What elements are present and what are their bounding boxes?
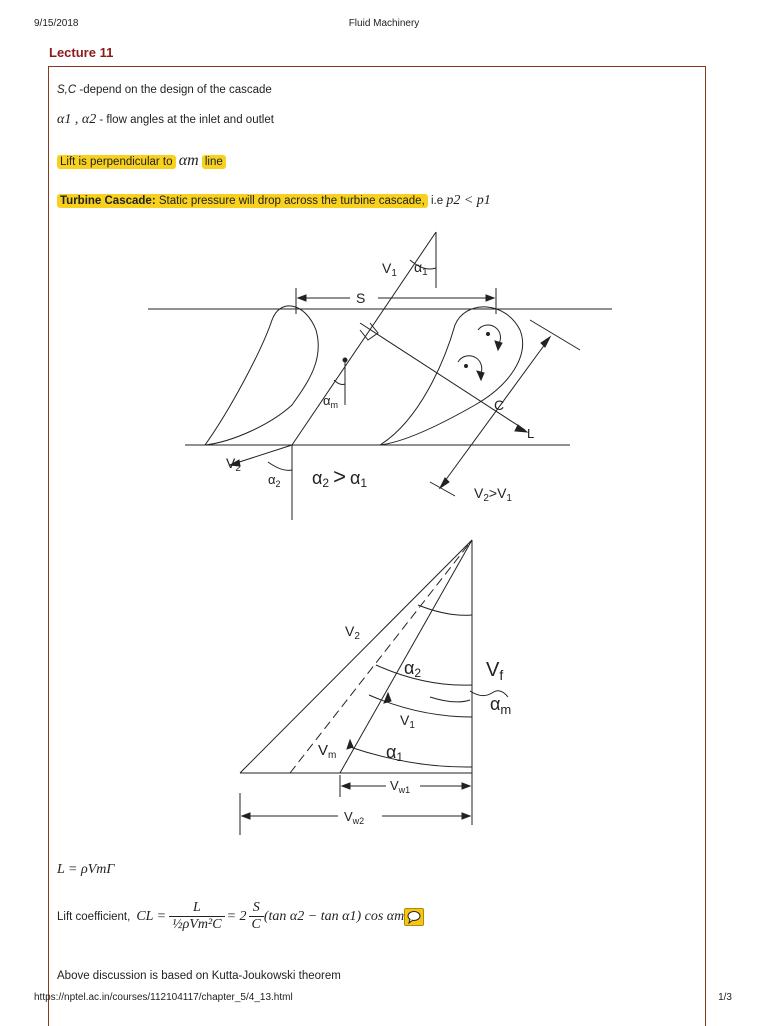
flow-angles-line	[57, 112, 274, 128]
fig2-alpha1-sub: 1	[396, 750, 404, 764]
fig1-alpha1-sub: 1	[422, 267, 428, 278]
fig1-relation-gt: >	[333, 464, 346, 489]
fig1-relation-a1-sub: 1	[360, 476, 368, 490]
lift-coefficient-label: Lift coefficient,	[57, 910, 131, 923]
fig2-vf-sub: f	[499, 667, 504, 683]
fig1-alpha2-sub: 2	[275, 479, 281, 489]
lift-formula	[57, 862, 114, 878]
svg-text:V2>V1	[474, 485, 512, 504]
fig1-c-label: C	[494, 397, 505, 413]
svg-text:V2	[345, 623, 360, 642]
fig1-relation-a2-sub: 2	[322, 476, 330, 490]
lift-perpendicular-line	[57, 152, 226, 170]
fig1-s-label: S	[356, 290, 366, 306]
svg-text:α2	[268, 472, 281, 489]
svg-text:α1	[386, 742, 403, 764]
print-date: 9/15/2018	[34, 18, 79, 29]
svg-text:Vf	[486, 659, 503, 683]
footer-page-number: 1/3	[718, 992, 732, 1003]
fig2-vw1-label: V	[390, 778, 399, 793]
svg-text:V1	[382, 260, 397, 279]
cl-numerator: L	[169, 900, 224, 917]
sc-symbols: S,C	[57, 84, 77, 96]
page-title: Fluid Machinery	[348, 18, 420, 29]
svg-text:Vw1	[390, 778, 410, 795]
fig2-alpha1-label: α	[386, 742, 397, 762]
svg-text:αm	[490, 694, 511, 717]
svg-text:Vw2	[344, 809, 364, 826]
fig2-v1-label: V	[400, 712, 410, 728]
design-dependence-line	[57, 84, 272, 96]
fig2-vf-label: V	[486, 659, 500, 681]
fig1-speed-v2-sub: 2	[483, 493, 489, 504]
turbine-cascade-text: Static pressure will drop across the turbine cascade,	[158, 195, 425, 207]
svg-text:αm	[323, 393, 338, 410]
fig2-vm-label: V	[318, 742, 329, 759]
fig1-l-label: L	[527, 426, 535, 441]
turbine-cascade-highlight	[57, 194, 428, 208]
fig1-alpham-sub: m	[330, 400, 339, 410]
lift-perpendicular-highlight: Lift is perpendicular to	[57, 155, 176, 169]
svg-text:α2>α1	[312, 464, 367, 490]
footer-url: https://nptel.ac.in/courses/112104117/chapter_5/4_13.html	[34, 992, 293, 1003]
pressure-relation: p2 < p1	[446, 193, 491, 208]
svg-text:V1	[400, 712, 415, 731]
fig2-vw1-sub: w1	[398, 785, 411, 795]
turbine-cascade-line	[57, 193, 491, 209]
svg-text:V2	[226, 455, 241, 474]
fig2-v1-sub: 1	[409, 720, 415, 731]
fig1-speed-gt: >V	[488, 485, 507, 501]
lift-coefficient-line	[57, 900, 424, 933]
fig1-alpham-label: α	[323, 393, 331, 408]
svg-text:α2	[404, 658, 421, 680]
fig2-vw2-label: V	[344, 809, 353, 824]
fig1-speed-v2: V	[474, 485, 484, 501]
fig1-relation-a1: α	[349, 468, 361, 488]
sc-fraction	[249, 900, 264, 933]
cl-lhs: CL =	[136, 908, 167, 924]
fig1-v2-sub: 2	[235, 463, 241, 474]
sc-description: -depend on the design of the cascade	[76, 84, 272, 96]
fig1-alpha1-label: α	[414, 259, 423, 275]
cl-rhs: = 2	[226, 908, 247, 924]
ie-text: i.e	[430, 195, 444, 207]
comment-icon[interactable]	[404, 908, 424, 926]
turbine-cascade-label: Turbine Cascade:	[60, 195, 156, 207]
fig1-relation-a2: α	[312, 468, 323, 488]
fig2-vw2-sub: w2	[352, 816, 365, 826]
flow-angles-description: - flow angles at the inlet and outlet	[96, 114, 274, 126]
fig2-alpha2-label: α	[404, 658, 415, 678]
cl-denominator: ½ρVm²C	[172, 917, 222, 932]
fig2-alpham-label: α	[490, 694, 501, 714]
fig1-v1-sub: 1	[391, 268, 397, 279]
fig1-speed-v1-sub: 1	[506, 493, 512, 504]
theorem-line	[57, 970, 341, 982]
fig2-v2-sub: 2	[354, 631, 360, 642]
fig2-alpha2-sub: 2	[414, 666, 422, 680]
sc-denominator: C	[251, 917, 261, 932]
fig2-vm-sub: m	[328, 750, 337, 761]
fig2-alpham-sub: m	[500, 702, 512, 717]
alpha-symbols: α1 , α2	[57, 112, 97, 127]
cl-tail: (tan α2 − tan α1) cos αm	[263, 908, 405, 924]
fig2-v2-label: V	[345, 623, 355, 639]
velocity-triangle-figure	[0, 535, 768, 835]
fig1-alpha2-label: α	[268, 472, 276, 487]
sc-numerator: S	[249, 900, 264, 917]
alpha-m-symbol: αm	[178, 152, 199, 169]
lift-equation: L = ρVmΓ	[57, 862, 115, 877]
fig1-v1-label: V	[382, 260, 392, 276]
theorem-text: Above discussion is based on Kutta-Joukowski theorem	[57, 970, 341, 982]
cl-fraction	[169, 900, 224, 933]
svg-text:Vm	[318, 742, 336, 761]
svg-text:α1	[414, 259, 428, 278]
line-highlight: line	[202, 155, 226, 169]
turbine-cascade-figure	[0, 220, 768, 540]
lecture-heading: Lecture 11	[49, 45, 114, 60]
fig1-v2-label: V	[226, 455, 236, 471]
